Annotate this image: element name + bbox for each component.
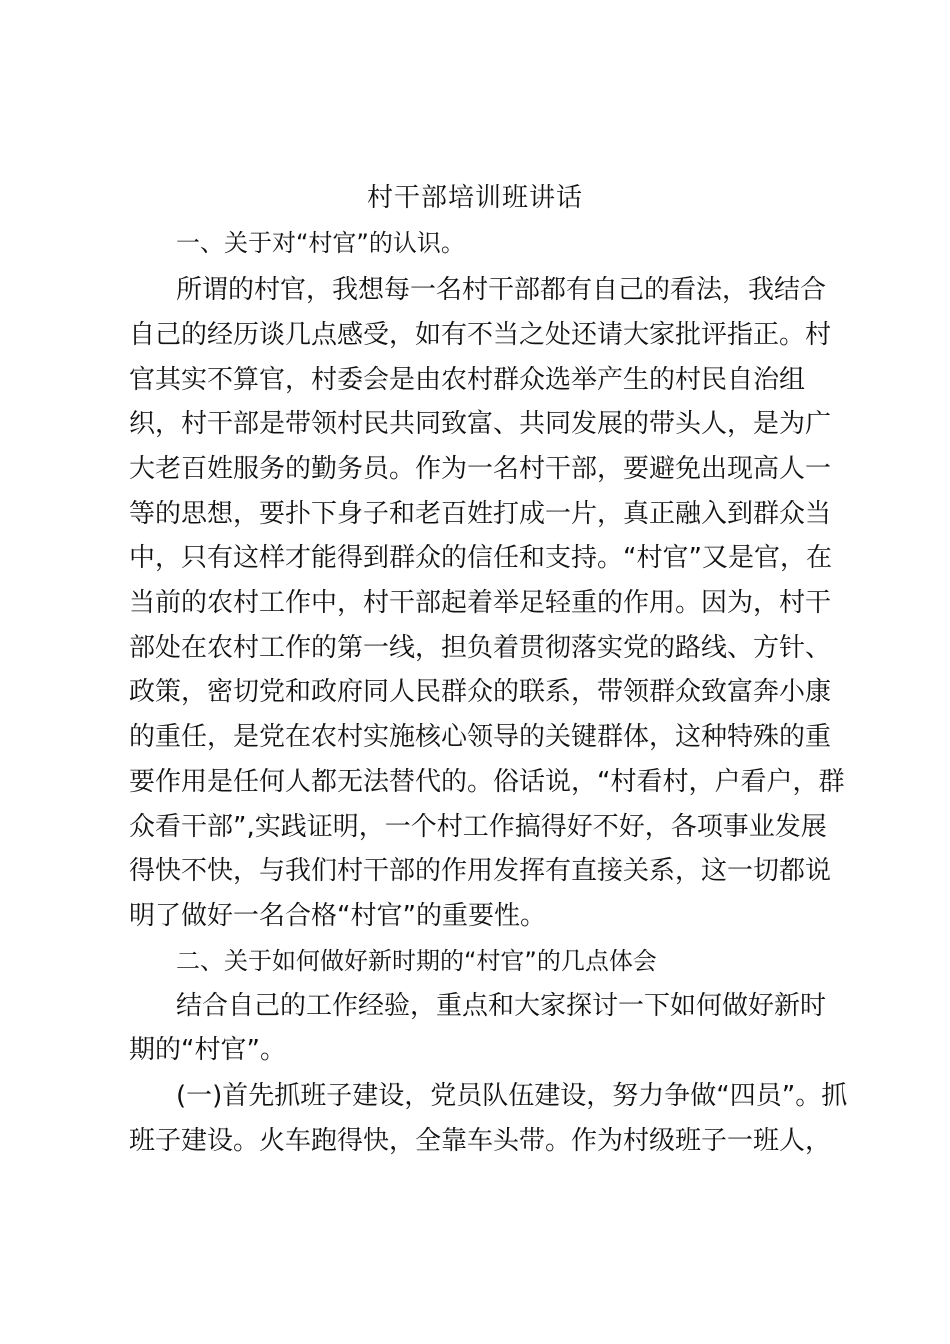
paragraph-line: 所谓的村官，我想每一名村干部都有自己的看法，我结合 [176, 275, 827, 305]
paragraph-line: (一)首先抓班子建设，党员队伍建设，努力争做“四员”。抓 [176, 1081, 848, 1111]
paragraph-line: 得快不快，与我们村干部的作用发挥有直接关系，这一切都说 [129, 856, 832, 886]
paragraph-line: 等的思想，要扑下身子和老百姓打成一片，真正融入到群众当 [129, 499, 832, 529]
paragraph-line: 期的“村官”。 [129, 1035, 286, 1065]
paragraph-line: 中，只有这样才能得到群众的信任和支持。“村官”又是官，在 [129, 543, 832, 573]
paragraph-line: 结合自己的工作经验，重点和大家探讨一下如何做好新时 [176, 991, 827, 1021]
paragraph-line: 织，村干部是带领村民共同致富、共同发展的带头人，是为广 [129, 409, 832, 439]
paragraph-line: 要作用是任何人都无法替代的。俗话说，“村看村，户看户，群 [129, 767, 845, 797]
paragraph-line: 班子建设。火车跑得快，全靠车头带。作为村级班子一班人， [129, 1126, 832, 1156]
paragraph-line: 自己的经历谈几点感受，如有不当之处还请大家批评指正。村 [129, 320, 832, 350]
paragraph-line: 明了做好一名合格“村官”的重要性。 [129, 901, 546, 931]
paragraph-line: 的重任，是党在农村实施核心领导的关键群体，这种特殊的重 [129, 722, 832, 752]
paragraph-line: 大老百姓服务的勤务员。作为一名村干部，要避免出现高人一 [129, 454, 832, 484]
document-title: 村干部培训班讲话 [366, 183, 583, 213]
paragraph-line: 当前的农村工作中，村干部起着举足轻重的作用。因为，村干 [129, 588, 832, 618]
section-heading-1: 一、关于对“村官”的认识。 [176, 229, 465, 257]
section-heading-2: 二、关于如何做好新时期的“村官”的几点体会 [176, 947, 657, 975]
paragraph-line: 众看干部”,实践证明，一个村工作搞得好不好，各项事业发展 [129, 812, 827, 842]
paragraph-line: 官其实不算官，村委会是由农村群众选举产生的村民自治组 [129, 365, 806, 395]
paragraph-line: 政策，密切党和政府同人民群众的联系，带领群众致富奔小康 [129, 677, 832, 707]
paragraph-line: 部处在农村工作的第一线，担负着贯彻落实党的路线、方针、 [129, 633, 832, 663]
